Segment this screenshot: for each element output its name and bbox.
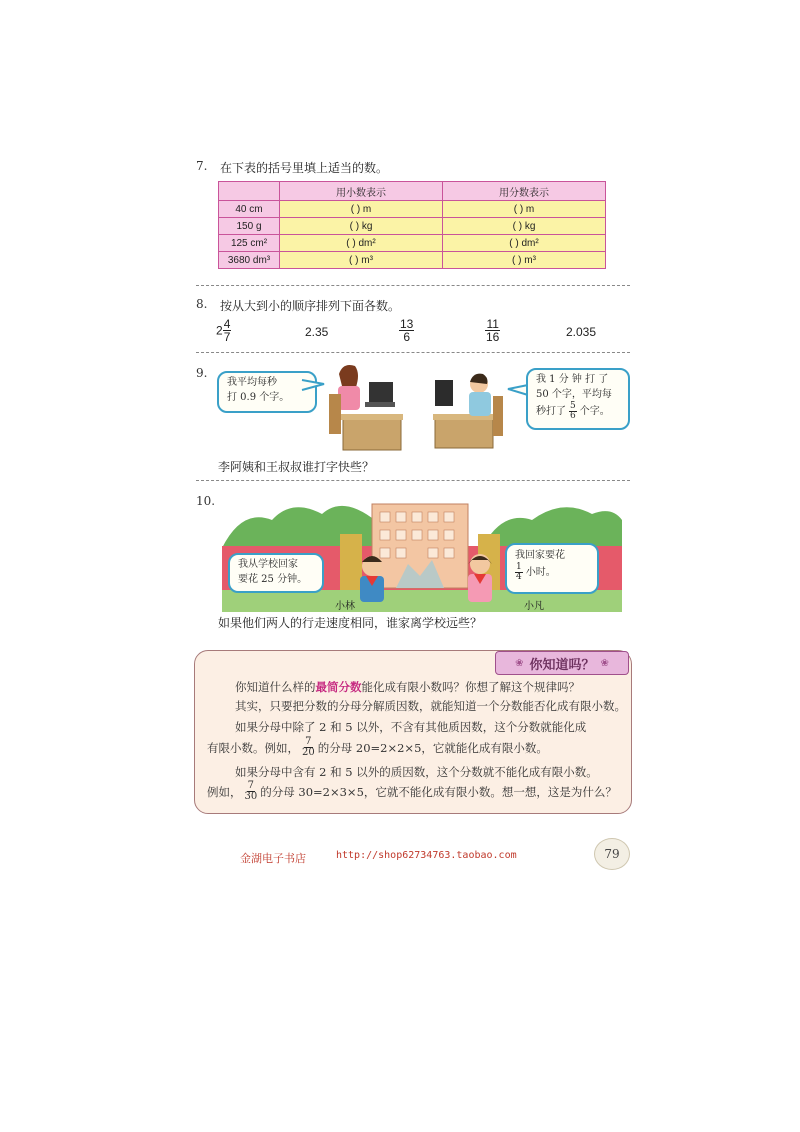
decimal-blank[interactable]: ( ) kg xyxy=(280,218,443,235)
bubble-line: 打 0.9 个字。 xyxy=(227,392,290,403)
frac-denominator: 30 xyxy=(244,791,258,802)
table-row xyxy=(219,235,606,252)
q10-number: 10. xyxy=(196,494,216,508)
name-xiaofan: 小凡 xyxy=(524,601,544,612)
bubble-line: 要花 25 分钟。 xyxy=(238,574,308,585)
number-2-4-7 xyxy=(216,318,231,343)
info-text: 能化成有限小数吗？你想了解这个规律吗？ xyxy=(361,680,580,694)
decimal-blank[interactable]: ( ) m xyxy=(280,201,443,218)
header-fraction: 用分数表示 xyxy=(443,182,606,201)
number-2-35: 2.35 xyxy=(305,325,329,339)
q8-number: 8. xyxy=(196,297,208,311)
separator xyxy=(196,285,630,286)
bubble-line: 我从学校回家 xyxy=(238,559,298,570)
speech-bubble-uncle xyxy=(526,368,630,430)
row-label: 40 cm xyxy=(219,201,280,218)
info-paragraph xyxy=(207,781,617,802)
store-url-link[interactable]: http://shop62734763.taobao.com xyxy=(336,850,517,861)
info-paragraph: 如果分母中除了 2 和 5 以外，不含有其他质因数，这个分数就能化成 xyxy=(235,720,587,734)
table-corner xyxy=(219,182,280,201)
q7-text: 在下表的括号里填上适当的数。 xyxy=(220,161,389,175)
fraction-blank[interactable]: ( ) m xyxy=(443,201,606,218)
row-label: 150 g xyxy=(219,218,280,235)
info-text: 的分母 20=2×2×5，它就能化成有限小数。 xyxy=(317,740,548,755)
bubble-text: 秒打了 xyxy=(536,406,566,417)
frac-numerator: 5 xyxy=(570,401,576,411)
number-11-16 xyxy=(485,318,500,343)
did-you-know-box xyxy=(194,650,632,814)
frac-denominator: 16 xyxy=(486,330,500,344)
bubble-text: 小时。 xyxy=(525,567,556,578)
info-paragraph xyxy=(235,679,580,695)
row-label: 125 cm² xyxy=(219,235,280,252)
frac-denominator: 4 xyxy=(516,572,522,582)
woman-typing-illustration xyxy=(325,360,405,452)
speech-bubble-xiaolin xyxy=(228,553,324,593)
info-text: 你知道什么样的 xyxy=(235,680,316,694)
bubble-tail-icon xyxy=(300,378,326,394)
highlight-term: 最简分数 xyxy=(315,680,362,694)
info-text: 例如， xyxy=(207,784,242,799)
bubble-line: 我平均每秒 xyxy=(227,377,277,388)
speech-bubble-xiaofan xyxy=(505,543,599,594)
number-13-6 xyxy=(399,318,414,343)
table-row xyxy=(219,252,606,269)
frac-numerator: 11 xyxy=(486,317,499,331)
name-xiaolin: 小林 xyxy=(335,601,355,612)
bubble-line: 我 1 分 钟 打 了 xyxy=(536,374,609,385)
fraction-blank[interactable]: ( ) m³ xyxy=(443,252,606,269)
frac-numerator: 7 xyxy=(247,780,255,791)
q10-question: 如果他们两人的行走速度相同，谁家离学校远些？ xyxy=(218,616,483,630)
fraction-blank[interactable]: ( ) dm² xyxy=(443,235,606,252)
separator xyxy=(196,480,630,481)
table-row xyxy=(219,218,606,235)
store-name: 金湖电子书店 xyxy=(240,852,306,865)
q8-text: 按从大到小的顺序排列下面各数。 xyxy=(220,299,401,313)
mixed-whole: 2 xyxy=(216,323,223,338)
bubble-line: 我回家要花 xyxy=(515,550,565,561)
flower-icon: ❀ xyxy=(515,657,524,669)
info-text: 的分母 30=2×3×5，它就不能化成有限小数。想一想，这是为什么？ xyxy=(260,784,617,799)
row-label: 3680 dm³ xyxy=(219,252,280,269)
bubble-line xyxy=(515,563,597,582)
info-paragraph: 如果分母中含有 2 和 5 以外的质因数，这个分数就不能化成有限小数。 xyxy=(235,765,598,779)
flower-icon: ❀ xyxy=(600,657,609,669)
q9-question: 李阿姨和王叔叔谁打字快些？ xyxy=(218,460,375,474)
info-paragraph xyxy=(207,737,548,758)
page-number: 79 xyxy=(594,838,630,870)
bubble-line xyxy=(536,402,628,421)
q9-number: 9. xyxy=(196,366,208,380)
decimal-blank[interactable]: ( ) m³ xyxy=(280,252,443,269)
frac-denominator: 6 xyxy=(403,330,411,344)
frac-denominator: 6 xyxy=(570,411,576,421)
info-paragraph: 其实，只要把分数的分母分解质因数，就能知道一个分数能否化成有限小数。 xyxy=(235,699,626,713)
frac-numerator: 4 xyxy=(223,317,231,331)
bubble-text: 个字。 xyxy=(579,406,610,417)
header-decimal: 用小数表示 xyxy=(280,182,443,201)
number-2-035: 2.035 xyxy=(566,325,597,339)
conversion-table xyxy=(218,181,606,269)
bubble-line: 50 个字，平均每 xyxy=(536,389,612,400)
fraction-blank[interactable]: ( ) kg xyxy=(443,218,606,235)
did-you-know-title: 你知道吗？ xyxy=(529,657,595,673)
q7-number: 7. xyxy=(196,159,208,173)
frac-denominator: 20 xyxy=(302,747,315,758)
frac-denominator: 7 xyxy=(223,330,231,344)
frac-numerator: 7 xyxy=(305,736,312,747)
table-row xyxy=(219,201,606,218)
decimal-blank[interactable]: ( ) dm² xyxy=(280,235,443,252)
frac-numerator: 13 xyxy=(400,317,414,331)
frac-numerator: 1 xyxy=(516,562,522,572)
did-you-know-title-banner xyxy=(495,651,629,675)
info-text: 有限小数。例如， xyxy=(207,740,299,755)
separator xyxy=(196,352,630,353)
man-typing-illustration xyxy=(433,370,511,450)
